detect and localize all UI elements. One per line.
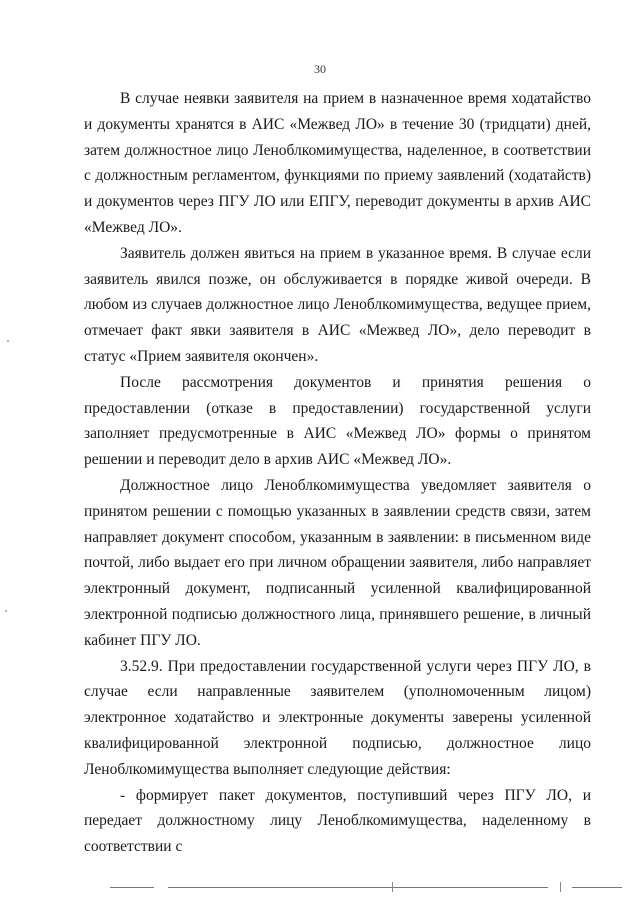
scan-footer-tick: [392, 882, 393, 892]
scan-footer-line: [110, 887, 154, 888]
paragraph-decision: После рассмотрения документов и принятия решения о предоставлении (отказе в предоставлении) государственной услуги заполняет предусмотренные в АИС «Межвед ЛО» формы о принятом решении и переводит дело в архив АИС «Межвед ЛО».: [84, 373, 591, 469]
paragraph-appointment: Заявитель должен явиться на прием в указанное время. В случае если заявитель явился позже, он обслуживается в порядке живой очереди. В любом из случаев должностное лицо Леноблкомимущества, ведущее прием, отмечает факт явки заявителя в АИС «Межвед ЛО», дело переводит в статус «Прием заявителя окончен».: [84, 244, 591, 365]
paragraph-list-item: - формирует пакет документов, поступивший через ПГУ ЛО, и передает должностному лицу Леноблкомимущества, наделенному в соответствии с: [84, 786, 591, 856]
paragraph-section-3-52-9: 3.52.9. При предоставлении государственной услуги через ПГУ ЛО, в случае если направленные заявителем (уполномоченным лицом) электронное ходатайство и электронные документы заверены усиленной квалифицированной электронной подписью, должностное лицо Леноблкомимущества выполняет следующие действия:: [84, 657, 591, 778]
paragraph-no-show: В случае неявки заявителя на прием в назначенное время ходатайство и документы хранятся в АИС «Межвед ЛО» в течение 30 (тридцати) дней, затем должностное лицо Леноблкомимущества, наделенное, в соответствии с должностным регламентом, функциями по приему заявлений (ходатайств) и документов через ПГУ ЛО или ЕПГУ, переводит документы в архив АИС «Межвед ЛО».: [84, 90, 591, 236]
document-body: [84, 86, 591, 860]
scan-footer-line: [168, 887, 548, 888]
scan-margin-mark: [7, 340, 9, 342]
page-number: 30: [314, 62, 326, 76]
scan-footer-line: [572, 887, 622, 888]
scan-margin-mark: [5, 610, 7, 612]
scan-footer-tick: [560, 882, 561, 892]
paragraph-notification: Должностное лицо Леноблкомимущества уведомляет заявителя о принятом решении с помощью указанных в заявлении средств связи, затем направляет документ способом, указанным в заявлении: в письменном виде почтой, либо выдает его при личном обращении заявителя, либо направляет электронный документ, подписанный усиленной квалифицированной электронной подписью должностного лица, принявшего решение, в личный кабинет ПГУ ЛО.: [84, 476, 591, 649]
